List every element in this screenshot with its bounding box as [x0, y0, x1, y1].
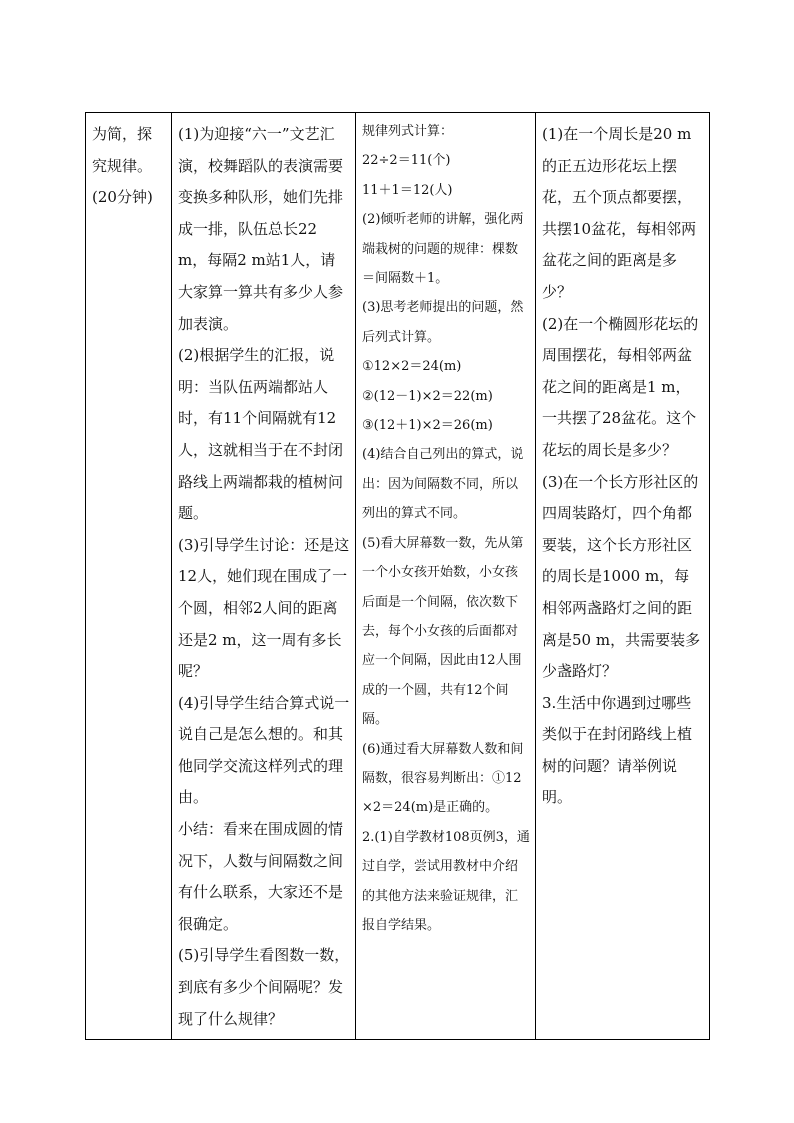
stage-cell: [86, 113, 172, 1040]
student-paragraph: (5)看大屏幕数一数，先从第一个小女孩开始数，小女孩后面是一个间隔，依次数下去，每个小女孩的后面都对应一个间隔，因此由12人围成的一个圆，共有12个间隔。: [362, 535, 524, 728]
teacher-paragraph: (5)引导学生看图数一数，到底有多少个间隔呢？发现了什么规律？: [178, 946, 350, 1028]
teacher-paragraph: (2)根据学生的汇报，说明：当队伍两端都站人时，有11个间隔就有12人，这就相当于在不封闭路线上两端都栽的植树问题。: [178, 346, 344, 523]
teacher-summary: 小结：看来在围成圆的情况下，人数与间隔数之间有什么联系，大家还不是很确定。: [178, 820, 344, 933]
student-equation: ②(12－1)×2＝22(m): [362, 388, 493, 404]
exercise-paragraph: (1)在一个周长是20 m的正五边形花坛上摆花，五个顶点都要摆，共摆10盆花，每相邻两盆花之间的距离是多少？: [542, 125, 697, 301]
student-equation: ①12×2＝24(m): [362, 359, 462, 375]
student-equation: 11＋1＝12(人): [362, 182, 453, 198]
exercise-paragraph: 3.生活中你遇到过哪些类似于在封闭路线上植树的问题？请举例说明。: [542, 693, 693, 807]
student-paragraph: (2)倾听老师的讲解，强化两端栽树的问题的规律：棵数＝间隔数＋1。: [362, 212, 524, 287]
exercise-paragraph: (3)在一个长方形社区的四周装路灯，四个角都要装，这个长方形社区的周长是1000 m，每相邻两盏路灯之间的距离是50 m，共需要装多少盏路灯？: [542, 472, 701, 681]
student-equation: 22÷2＝11(个): [362, 153, 451, 169]
table-row: [86, 113, 710, 1040]
student-paragraph: (3)思考老师提出的问题，然后列式计算。: [362, 300, 524, 345]
lesson-plan-table: [85, 112, 710, 1040]
student-paragraph: 2.(1)自学教材108页例3，通过自学，尝试用教材中介绍的其他方法来验证规律，汇报自学结果。: [362, 829, 530, 933]
student-paragraph: 规律列式计算：: [362, 124, 454, 139]
teacher-paragraph: (1)为迎接“六一”文艺汇演，校舞蹈队的表演需要变换多种队形，她们先排成一排，队伍总长22 m，每隔2 m站1人，请大家算一算共有多少人参加表演。: [178, 125, 344, 333]
student-paragraph: (6)通过看大屏幕数人数和间隔数，很容易判断出：①12×2＝24(m)是正确的。: [362, 741, 524, 816]
stage-text: 为简，探究规律。(20分钟): [92, 125, 153, 207]
teacher-paragraph: (3)引导学生讨论：还是这12人，她们现在围成了一个圆，相邻2人间的距离还是2 m，这一周有多长呢？: [178, 535, 350, 681]
student-paragraph: (4)结合自己列出的算式，说出：因为间隔数不同，所以列出的算式不同。: [362, 447, 524, 522]
exercise-paragraph: (2)在一个椭圆形花坛的周围摆花，每相邻两盆花之间的距离是1 m，一共摆了28盆花。这个花坛的周长是多少？: [542, 314, 699, 459]
teacher-paragraph: (4)引导学生结合算式说一说自己是怎么想的。和其他同学交流这样列式的理由。: [178, 693, 350, 807]
student-equation: ③(12＋1)×2＝26(m): [362, 418, 493, 434]
exercise-cell: [536, 113, 710, 1040]
teacher-activity-cell: [172, 113, 356, 1040]
student-activity-cell: [356, 113, 536, 1040]
